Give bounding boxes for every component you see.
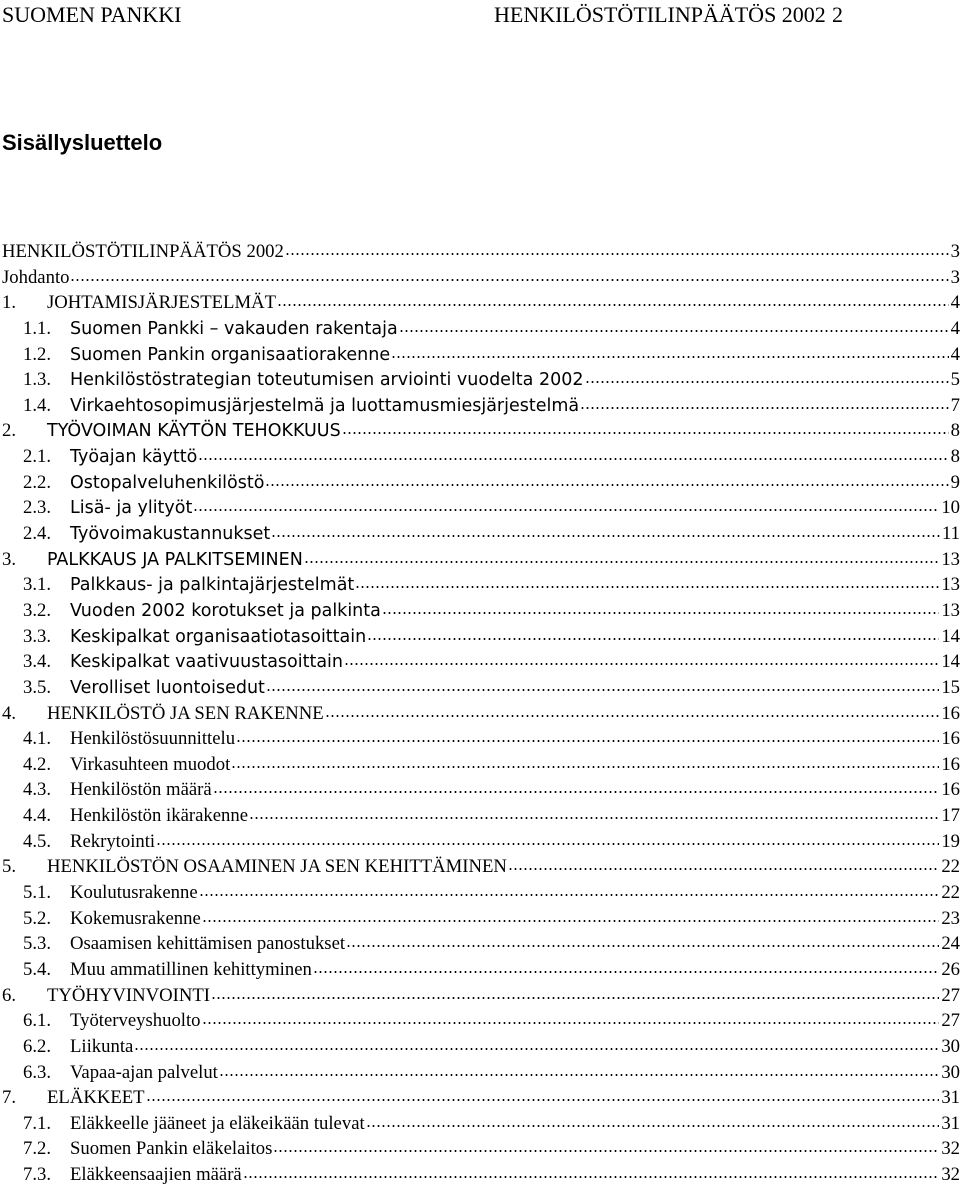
toc-entry[interactable]	[0, 699, 960, 725]
toc-entry-page: 13	[941, 548, 960, 570]
toc-entry-number: 3.	[2, 548, 17, 570]
toc-dot-leader	[580, 393, 949, 413]
header-page-number: 2	[832, 2, 843, 27]
toc-entry-page: 9	[950, 471, 960, 493]
toc-entry-page: 22	[941, 856, 960, 878]
toc-entry-number: 1.2.	[23, 343, 52, 365]
toc-heading: Sisällysluettelo	[2, 130, 163, 155]
toc-entry[interactable]	[0, 263, 960, 289]
toc-entry-number: 3.3.	[23, 625, 52, 647]
toc-dot-leader	[508, 854, 939, 874]
toc-entry-label: Työvoimakustannukset	[70, 524, 271, 545]
toc-dot-leader	[344, 649, 939, 669]
toc-entry-number: 3.4.	[23, 651, 52, 673]
toc-entry[interactable]	[0, 545, 960, 571]
toc-entry-number: 7.	[2, 1087, 17, 1109]
toc-entry[interactable]	[0, 775, 960, 801]
toc-entry-label: HENKILÖSTÖN OSAAMINEN JA SEN KEHITTÄMINEN	[47, 856, 507, 878]
toc-dot-leader	[156, 829, 939, 849]
toc-entry-label: Suomen Pankin eläkelaitos	[70, 1138, 273, 1160]
toc-dot-leader	[211, 983, 939, 1003]
toc-entry-label: TYÖVOIMAN KÄYTÖN TEHOKKUUS	[47, 421, 341, 442]
toc-entry-page: 7	[950, 394, 960, 416]
toc-entry-label: Verolliset luontoisedut	[70, 677, 265, 698]
toc-entry-page: 16	[941, 702, 960, 724]
toc-entry-label: Työajan käyttö	[70, 447, 198, 468]
toc-entry[interactable]	[0, 314, 960, 340]
toc-dot-leader	[391, 342, 949, 362]
toc-entry[interactable]	[0, 929, 960, 955]
toc-entry-label: TYÖHYVINVOINTI	[47, 984, 210, 1006]
toc-dot-leader	[193, 495, 939, 515]
toc-entry-number: 5.2.	[23, 907, 52, 929]
toc-entry-page: 8	[950, 420, 960, 442]
header-organization: SUOMEN PANKKI	[2, 2, 182, 27]
toc-entry-number: 3.2.	[23, 599, 52, 621]
toc-entry-page: 8	[950, 446, 960, 468]
toc-dot-leader	[202, 1008, 940, 1028]
table-of-contents	[0, 237, 960, 1186]
toc-entry-number: 2.	[2, 420, 17, 442]
toc-entry-label: Henkilöstön ikärakenne	[70, 805, 248, 827]
toc-dot-leader	[366, 1111, 940, 1131]
toc-dot-leader	[231, 752, 939, 772]
toc-entry-label: Henkilöstösuunnittelu	[70, 728, 236, 750]
toc-dot-leader	[271, 521, 940, 541]
toc-entry-page: 10	[941, 497, 960, 519]
toc-entry-page: 16	[941, 779, 960, 801]
toc-entry-label: Keskipalkat vaativuustasoittain	[70, 652, 344, 673]
toc-entry-label: Kokemusrakenne	[70, 907, 201, 929]
toc-entry-number: 7.1.	[23, 1112, 52, 1134]
toc-entry[interactable]	[0, 904, 960, 930]
toc-entry-label: Virkasuhteen muodot	[70, 753, 231, 775]
toc-entry-label: Palkkaus- ja palkintajärjestelmät	[70, 575, 355, 596]
toc-entry-label: Henkilöstön määrä	[70, 779, 212, 801]
toc-entry-number: 6.1.	[23, 1010, 52, 1032]
toc-dot-leader	[134, 1034, 939, 1054]
toc-entry-page: 30	[941, 1061, 960, 1083]
toc-entry-page: 16	[941, 728, 960, 750]
toc-entry[interactable]	[0, 391, 960, 417]
toc-entry[interactable]	[0, 237, 960, 263]
toc-dot-leader	[342, 418, 949, 438]
toc-entry-label: Rekrytointi	[70, 830, 156, 852]
toc-entry-number: 4.3.	[23, 779, 52, 801]
toc-entry-page: 30	[941, 1035, 960, 1057]
toc-entry-number: 6.2.	[23, 1035, 52, 1057]
toc-dot-leader	[236, 726, 939, 746]
toc-entry[interactable]	[0, 519, 960, 545]
toc-entry[interactable]	[0, 288, 960, 314]
toc-entry[interactable]	[0, 1006, 960, 1032]
toc-entry[interactable]	[0, 493, 960, 519]
toc-entry-label: Johdanto	[2, 266, 70, 288]
toc-entry-page: 15	[941, 676, 960, 698]
toc-entry[interactable]	[0, 673, 960, 699]
toc-entry-number: 3.5.	[23, 676, 52, 698]
toc-entry-page: 27	[941, 984, 960, 1006]
toc-entry-number: 2.2.	[23, 471, 52, 493]
toc-entry-number: 4.2.	[23, 753, 52, 775]
toc-entry-label: HENKILÖSTÖ JA SEN RAKENNE	[47, 702, 324, 724]
toc-entry-number: 5.	[2, 856, 17, 878]
toc-entry[interactable]	[0, 827, 960, 853]
toc-entry[interactable]	[0, 596, 960, 622]
toc-entry-number: 4.	[2, 702, 17, 724]
toc-entry-page: 19	[941, 830, 960, 852]
toc-entry-label: ELÄKKEET	[47, 1087, 145, 1109]
toc-entry-label: Virkaehtosopimusjärjestelmä ja luottamusmiesjärjestelmä	[70, 395, 580, 416]
toc-dot-leader	[285, 239, 949, 259]
toc-dot-leader	[367, 624, 939, 644]
toc-dot-leader	[199, 880, 940, 900]
toc-entry-page: 27	[941, 1010, 960, 1032]
toc-entry[interactable]	[0, 1109, 960, 1135]
toc-entry-label: Muu ammatillinen kehittyminen	[70, 958, 312, 980]
toc-entry[interactable]	[0, 724, 960, 750]
toc-entry-number: 5.1.	[23, 882, 52, 904]
toc-entry[interactable]	[0, 1083, 960, 1109]
toc-dot-leader	[585, 367, 949, 387]
toc-entry-number: 1.	[2, 292, 17, 314]
toc-dot-leader	[346, 931, 939, 951]
toc-entry-page: 31	[941, 1112, 960, 1134]
toc-entry-number: 7.2.	[23, 1138, 52, 1160]
toc-entry-page: 13	[941, 599, 960, 621]
toc-entry-page: 4	[950, 343, 960, 365]
toc-entry-page: 14	[941, 625, 960, 647]
toc-entry-label: HENKILÖSTÖTILINPÄÄTÖS 2002	[2, 241, 284, 262]
toc-entry-label: Eläkkeelle jääneet ja eläkeikään tulevat	[70, 1112, 365, 1134]
toc-dot-leader	[70, 265, 948, 285]
toc-dot-leader	[277, 290, 949, 310]
header-document-title: HENKILÖSTÖTILINPÄÄTÖS 2002	[494, 2, 826, 27]
toc-entry-label: Vuoden 2002 korotukset ja palkinta	[70, 600, 381, 621]
toc-entry[interactable]	[0, 340, 960, 366]
toc-entry-number: 2.1.	[23, 446, 52, 468]
toc-entry-page: 24	[941, 933, 960, 955]
toc-entry-label: Osaamisen kehittämisen panostukset	[70, 933, 346, 955]
toc-entry-number: 2.4.	[23, 523, 52, 545]
toc-entry[interactable]	[0, 442, 960, 468]
toc-dot-leader	[273, 1136, 939, 1156]
toc-dot-leader	[325, 701, 940, 721]
toc-entry-page: 3	[950, 241, 960, 262]
toc-entry-page: 31	[941, 1087, 960, 1109]
toc-entry[interactable]	[0, 801, 960, 827]
toc-dot-leader	[213, 777, 940, 797]
toc-entry[interactable]	[0, 750, 960, 776]
toc-entry-page: 16	[941, 753, 960, 775]
toc-entry[interactable]	[0, 468, 960, 494]
toc-dot-leader	[249, 803, 939, 823]
toc-entry-number: 3.1.	[23, 574, 52, 596]
toc-entry[interactable]	[0, 1058, 960, 1084]
toc-dot-leader	[266, 675, 939, 695]
toc-entry[interactable]	[0, 416, 960, 442]
toc-entry-label: Suomen Pankin organisaatiorakenne	[70, 344, 391, 365]
toc-entry-label: Liikunta	[70, 1035, 134, 1057]
toc-dot-leader	[304, 547, 940, 567]
toc-entry-label: Keskipalkat organisaatiotasoittain	[70, 626, 367, 647]
toc-entry-number: 7.3.	[23, 1164, 52, 1186]
toc-entry-number: 2.3.	[23, 497, 52, 519]
toc-dot-leader	[382, 598, 939, 618]
toc-entry-page: 17	[941, 805, 960, 827]
toc-entry[interactable]	[0, 1032, 960, 1058]
toc-dot-leader	[219, 1060, 939, 1080]
toc-dot-leader	[198, 444, 948, 464]
toc-dot-leader	[146, 1085, 940, 1105]
toc-entry[interactable]	[0, 570, 960, 596]
toc-entry[interactable]	[0, 622, 960, 648]
toc-entry-number: 5.4.	[23, 958, 52, 980]
toc-entry[interactable]	[0, 647, 960, 673]
toc-entry[interactable]	[0, 878, 960, 904]
toc-entry-label: Eläkkeensaajien määrä	[70, 1164, 242, 1186]
toc-entry[interactable]	[0, 981, 960, 1007]
toc-entry-number: 6.	[2, 984, 17, 1006]
toc-entry-page: 13	[941, 574, 960, 596]
toc-entry-number: 6.3.	[23, 1061, 52, 1083]
toc-entry-label: Työterveyshuolto	[70, 1010, 201, 1032]
toc-entry-page: 4	[950, 317, 960, 339]
toc-entry-page: 4	[950, 292, 960, 314]
toc-entry-number: 1.4.	[23, 394, 52, 416]
toc-entry-page: 14	[941, 651, 960, 673]
toc-entry-label: PALKKAUS JA PALKITSEMINEN	[47, 549, 303, 570]
toc-dot-leader	[202, 906, 940, 926]
toc-entry-page: 22	[941, 882, 960, 904]
toc-entry[interactable]	[0, 1160, 960, 1186]
toc-entry-page: 5	[950, 369, 960, 391]
toc-entry-page: 32	[941, 1164, 960, 1186]
toc-entry-page: 26	[941, 958, 960, 980]
toc-entry-page: 23	[941, 907, 960, 929]
toc-entry-number: 5.3.	[23, 933, 52, 955]
toc-entry-number: 4.1.	[23, 728, 52, 750]
toc-entry-label: JOHTAMISJÄRJESTELMÄT	[47, 292, 276, 314]
toc-entry-label: Henkilöstöstrategian toteutumisen arviointi vuodelta 2002	[70, 370, 584, 391]
toc-entry-number: 1.1.	[23, 317, 52, 339]
toc-dot-leader	[355, 572, 939, 592]
toc-dot-leader	[399, 316, 949, 336]
toc-entry-page: 3	[950, 266, 960, 288]
toc-entry-page: 32	[941, 1138, 960, 1160]
toc-entry-label: Lisä- ja ylityöt	[70, 498, 193, 519]
toc-dot-leader	[243, 1162, 940, 1182]
toc-entry-page: 11	[942, 523, 960, 545]
toc-entry[interactable]	[0, 365, 960, 391]
toc-entry[interactable]	[0, 852, 960, 878]
toc-dot-leader	[313, 957, 939, 977]
toc-entry-label: Vapaa-ajan palvelut	[70, 1061, 218, 1083]
toc-entry-number: 4.4.	[23, 805, 52, 827]
toc-entry-number: 1.3.	[23, 369, 52, 391]
toc-entry-label: Ostopalveluhenkilöstö	[70, 472, 265, 493]
toc-entry-label: Suomen Pankki – vakauden rakentaja	[70, 318, 398, 339]
toc-entry[interactable]	[0, 1134, 960, 1160]
toc-entry-number: 4.5.	[23, 830, 52, 852]
toc-entry[interactable]	[0, 955, 960, 981]
running-header	[2, 0, 952, 30]
toc-dot-leader	[265, 470, 948, 490]
toc-entry-label: Koulutusrakenne	[70, 882, 198, 904]
